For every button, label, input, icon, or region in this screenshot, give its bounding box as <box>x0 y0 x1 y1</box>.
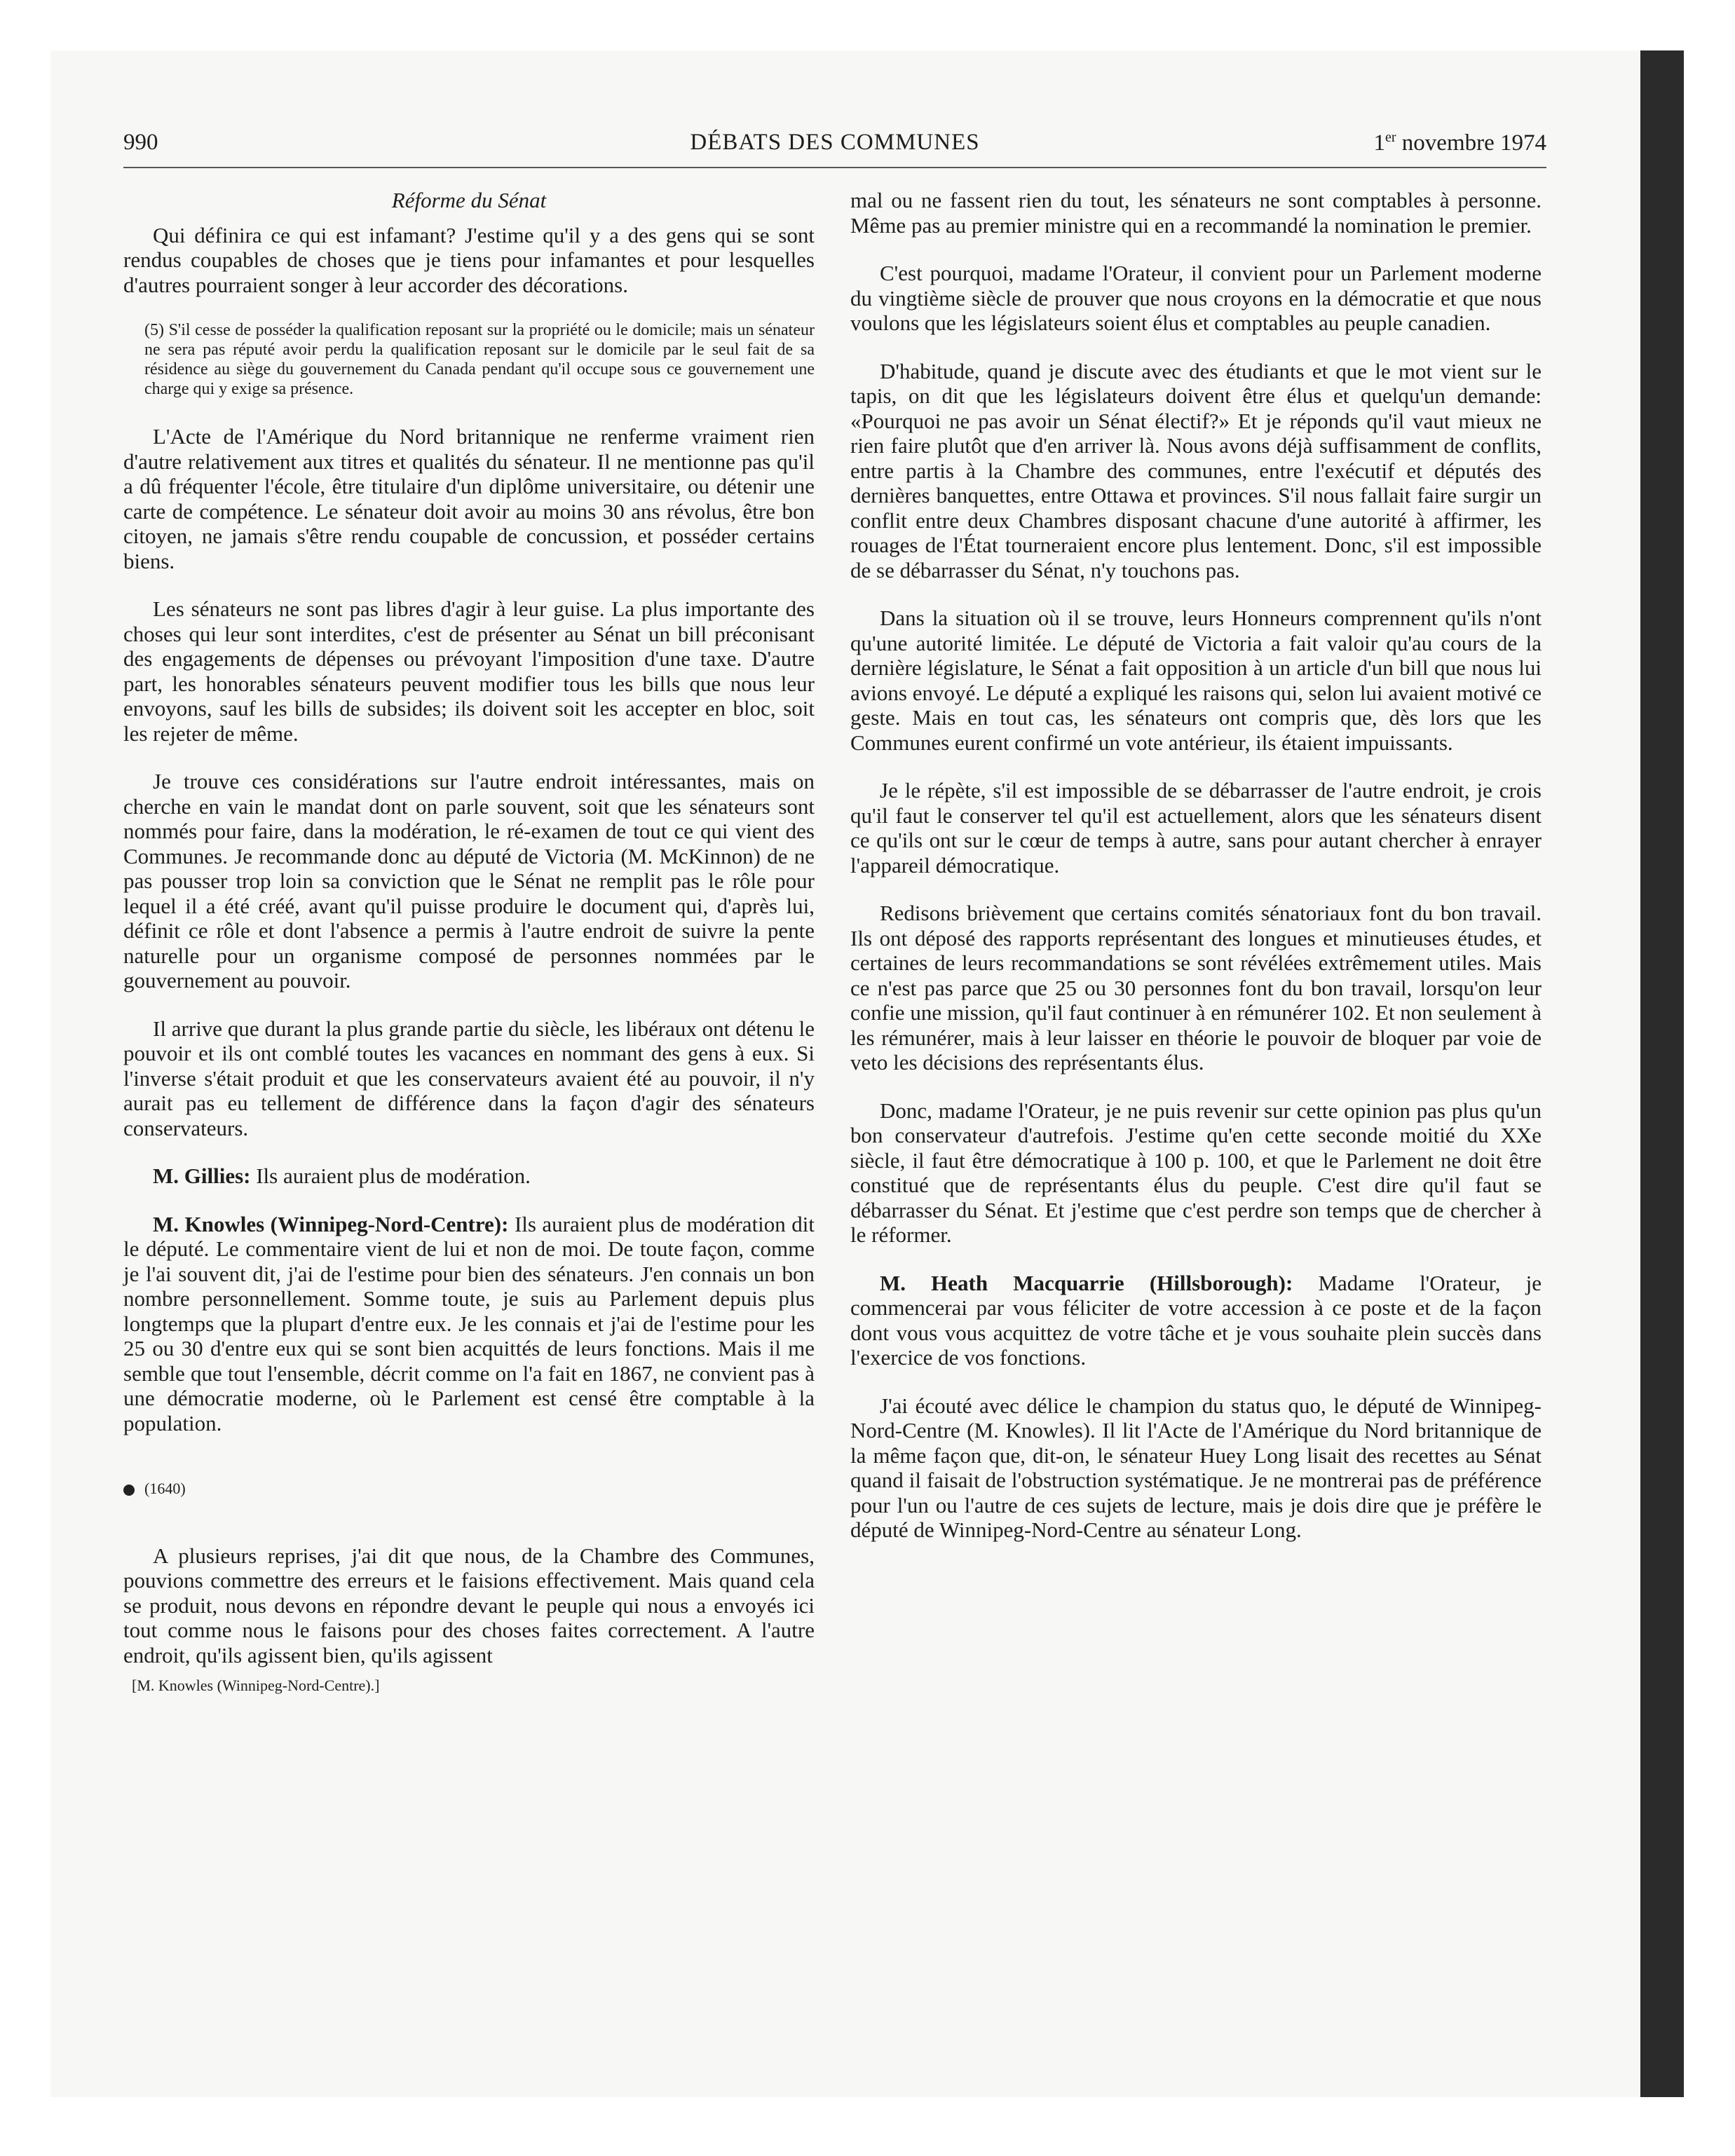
paragraph: Il arrive que durant la plus grande partie du siècle, les libéraux ont détenu le pouvoir et ils ont comblé toutes les vacances en nommant des gens à eux. Si l'inverse s'était produit et que les conservateurs avaient été au pouvoir, il n'y aurait pas eu tellement de différence dans la façon d'agir des sénateurs conservateurs. <box>123 1016 815 1140</box>
left-column <box>123 188 815 1721</box>
page-header <box>123 130 1546 165</box>
footer-reference: [M. Knowles (Winnipeg-Nord-Centre).] <box>132 1677 380 1694</box>
paragraph: Je trouve ces considérations sur l'autre endroit intéressantes, mais on cherche en vain le mandat dont on parle souvent, soit que les sénateurs sont nommés pour faire, dans la modération, le ré-examen de tout ce qui vient des Communes. Je recommande donc au député de Victoria (M. McKinnon) de ne pas pousser trop loin sa conviction que le Sénat ne remplit pas le rôle pour lequel il a été créé, avant qu'il puisse produire le document qui, d'après lui, définit ce rôle et dont l'absence a permis à l'autre endroit de suivre la pente naturelle pour un organisme composé de personnes nommées par le gouvernement au pouvoir. <box>123 769 815 992</box>
speaker-paragraph: M. Heath Macquarrie (Hillsborough): Madame l'Orateur, je commencerai par vous féliciter de votre accession à ce poste et de la façon dont vous vous acquittez de votre tâche et je vous souhaite plein succès dans l'exercice de vos fonctions. <box>850 1270 1542 1370</box>
speaker-paragraph: M. Knowles (Winnipeg-Nord-Centre): Ils auraient plus de modération dit le député. Le commentaire vient de lui et non de moi. De toute façon, comme je l'ai souvent dit, j'ai de l'estime pour bien des sénateurs. J'en connais un bon nombre personnellement. Somme toute, je suis au Parlement depuis plus longtemps que la plupart d'entre eux. Je les connais et j'ai de l'estime pour les 25 ou 30 d'entre eux qui se sont bien acquittés de leurs fonctions. Mais il me semble que tout l'ensemble, décrit comme on l'a fait en 1867, ne convient pas à une démocratie moderne, où le Parlement est censé être comptable à la population. <box>123 1211 815 1435</box>
paragraph: J'ai écouté avec délice le champion du status quo, le député de Winnipeg-Nord-Centre (M. Knowles). Il lit l'Acte de l'Amérique du Nord britannique de la même façon que, dit-on, le sénateur Huey Long lisait des recettes au Sénat quand il faisait de l'obstruction systématique. Je ne montrerai pas de préférence pour l'un ou l'autre de ces sujets de lecture, mais je dois dire que je préfère le député de Winnipeg-Nord-Centre au sénateur Long. <box>850 1393 1542 1542</box>
paragraph: D'habitude, quand je discute avec des étudiants et que le mot vient sur le tapis, on dit que les législateurs doivent être élus et quelqu'un demande: «Pourquoi ne pas avoir un Sénat électif?» Et je réponds qu'il vaut mieux ne rien faire plutôt que d'en arriver là. Nous avons déjà suffisamment de conflits, entre partis à la Chambre des communes, entre l'exécutif et députés des dernières banquettes, entre Ottawa et provinces. S'il nous fallait faire surgir un conflit entre deux Chambres disposant chacune d'une autorité à affirmer, les rouages de l'État tourneraient encore plus lentement. Donc, s'il est impossible de se débarrasser du Sénat, n'y touchons pas. <box>850 358 1542 582</box>
page-date: 1er novembre 1974 <box>1373 130 1546 156</box>
bullet-icon <box>123 1485 135 1496</box>
speaker-paragraph: M. Gillies: Ils auraient plus de modération. <box>153 1164 531 1188</box>
paragraph: L'Acte de l'Amérique du Nord britannique ne renferme vraiment rien d'autre relativement aux titres et qualités du sénateur. Il ne mentionne pas qu'il a dû fréquenter l'école, être titulaire d'un diplôme universitaire, ou détenir une carte de compétence. Le sénateur doit avoir au moins 30 ans révolus, être bon citoyen, ne jamais s'être rendu coupable de concussion, et posséder certains biens. <box>123 424 815 573</box>
paragraph: Dans la situation où il se trouve, leurs Honneurs comprennent qu'ils n'ont qu'une autorité limitée. Le député de Victoria a fait valoir qu'au cours de la dernière législature, le Sénat a fait opposition à un article d'un bill que nous lui avions envoyé. Le député a expliqué les raisons qui, selon lui avaient motivé ce geste. Mais en tout cas, les sénateurs ont compris que, dès lors que les Communes eurent confirmé un vote antérieur, ils étaient impuissants. <box>850 606 1542 755</box>
paragraph: mal ou ne fassent rien du tout, les sénateurs ne sont comptables à personne. Même pas au premier ministre qui en a recommandé la nomination le premier. <box>850 188 1542 238</box>
scan-edge-bar <box>1640 50 1684 2097</box>
speaker-name: M. Knowles (Winnipeg-Nord-Centre): <box>153 1211 509 1236</box>
quoted-statute: (5) S'il cesse de posséder la qualification reposant sur la propriété ou le domicile; mais un sénateur ne sera pas réputé avoir perdu la qualification reposant sur le domicile par le seul fait de sa résidence au siège du gouvernement du Canada pendant qu'il occupe sous ce gouvernement une charge qui y exige sa présence. <box>144 321 815 398</box>
page-number: 990 <box>123 130 158 155</box>
paragraph: A plusieurs reprises, j'ai dit que nous, de la Chambre des Communes, pouvions commettre des erreurs et le faisions effectivement. Mais quand cela se produit, nous devons en répondre devant le peuple qui nous a envoyés ici tout comme nous le faisons pour des choses faites correctement. A l'autre endroit, qu'ils agissent bien, qu'ils agissent <box>123 1543 815 1667</box>
paragraph: Qui définira ce qui est infamant? J'estime qu'il y a des gens qui se sont rendus coupables de choses que je tiens pour infamantes et pour lesquelles d'autres pourraient songer à leur accorder des décorations. <box>123 222 815 297</box>
paragraph: C'est pourquoi, madame l'Orateur, il convient pour un Parlement moderne du vingtième siècle de prouver que nous croyons en la démocratie et que nous voulons que les législateurs soient élus et comptables au peuple canadien. <box>850 261 1542 335</box>
section-subtitle: Réforme du Sénat <box>391 188 547 212</box>
paragraph: Je le répète, s'il est impossible de se débarrasser de l'autre endroit, je crois qu'il faut le conserver tel qu'il est actuellement, alors que les sénateurs disent ce qu'ils ont sur le cœur de temps à autre, sans pour autant chercher à enrayer l'appareil démocratique. <box>850 778 1542 878</box>
speaker-name: M. Gillies: <box>153 1164 251 1188</box>
paragraph: Donc, madame l'Orateur, je ne puis revenir sur cette opinion pas plus qu'un bon conservateur d'autrefois. J'estime qu'en cette seconde moitié du XXe siècle, il faut être démocratique à 100 p. 100, et que le Parlement ne doit être constitué que de représentants élus du peuple. C'est dire qu'il faut se débarrasser du Sénat. Et j'estime que c'est perdre son temps que de chercher à le réformer. <box>850 1098 1542 1247</box>
right-column <box>850 188 1542 1566</box>
paragraph: Redisons brièvement que certains comités sénatoriaux font du bon travail. Ils ont déposé des rapports représentant des longues et minutieuses études, et certaines de leurs recommandations se sont révélées extrêmement utiles. Mais ce n'est pas parce que 25 ou 30 personnes font du bon travail, lorsqu'on leur confie une mission, qu'il faut continuer à en rémunérer 102. Et non seulement à les rémunérer, mais à leur laisser en théorie le pouvoir de bloquer par voie de veto les décisions des représentants élus. <box>850 901 1542 1074</box>
paragraph: Les sénateurs ne sont pas libres d'agir à leur guise. La plus importante des choses qui leur sont interdites, c'est de présenter au Sénat un bill préconisant des engagements de dépenses ou prévoyant l'imposition d'une taxe. D'autre part, les honorables sénateurs peuvent modifier tous les bills que nous leur envoyons, sauf les bills de subsides; ils doivent soit les accepter en bloc, soit les rejeter de même. <box>123 596 815 746</box>
page-title: DÉBATS DES COMMUNES <box>690 130 980 155</box>
speaker-name: M. Heath Macquarrie (Hillsborough): <box>880 1270 1293 1295</box>
header-rule <box>123 167 1546 168</box>
time-marker: (1640) <box>123 1476 815 1501</box>
